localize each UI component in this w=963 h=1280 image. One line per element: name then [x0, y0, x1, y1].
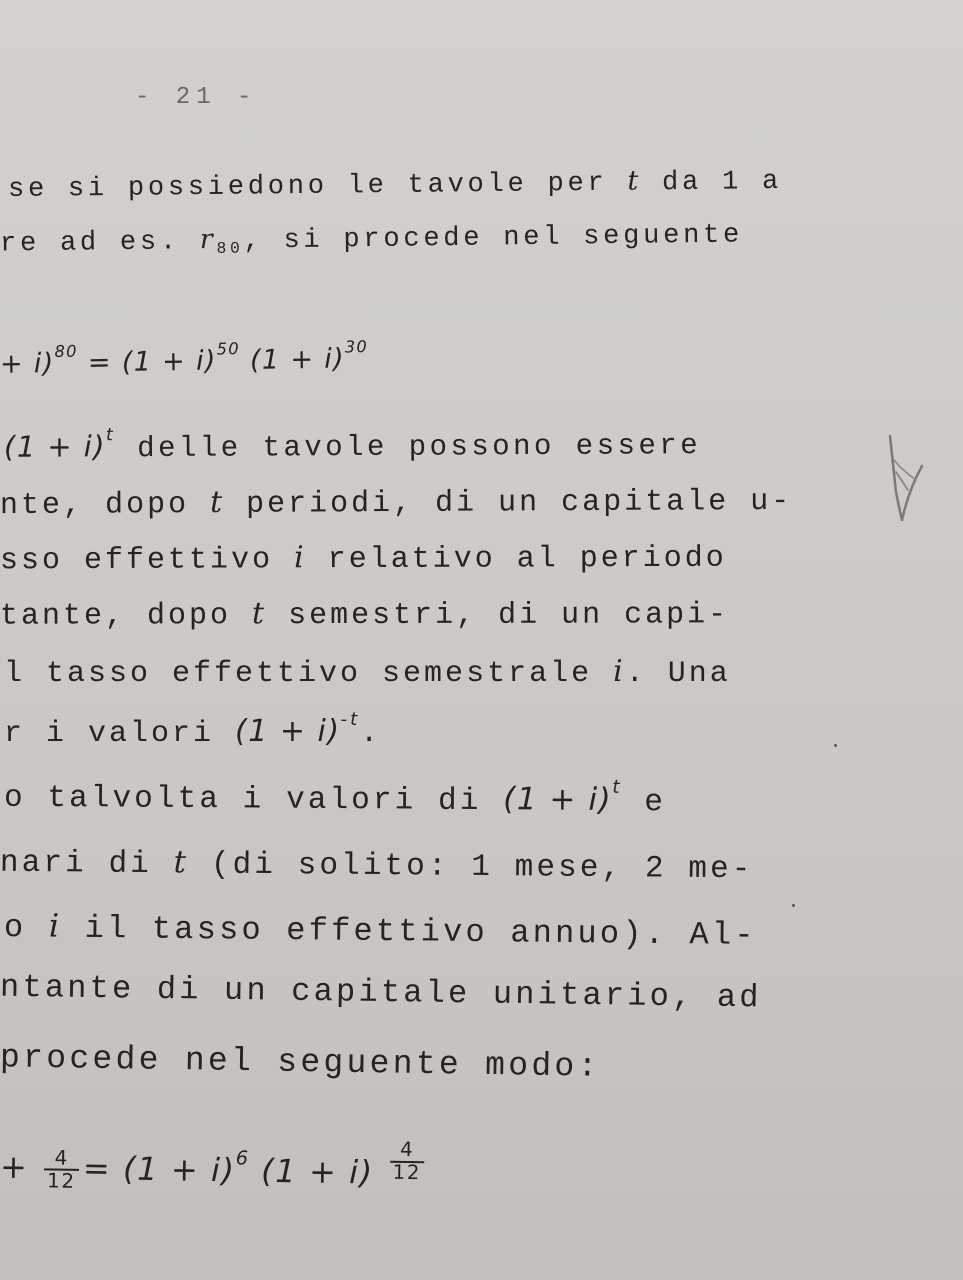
l8-a: l tasso effettivo semestrale: [4, 657, 614, 691]
var-i: i: [48, 906, 63, 945]
l4-math: (1 + i): [3, 429, 107, 464]
eq2-right-exponent-fraction: [389, 1140, 424, 1184]
l4-text: delle tavole possono essere: [116, 429, 702, 466]
eq2-right-denominator: 12: [392, 1160, 422, 1185]
eq1-left: + i): [0, 348, 55, 380]
l9-a: r i valori: [4, 717, 236, 751]
text-line-2-b: , si procede nel seguente: [243, 220, 744, 257]
var-t: t: [252, 596, 268, 632]
l13: ntante di un capitale unitario, ad: [0, 968, 762, 1017]
text-line-1-a: se si possiedono le tavole per: [7, 168, 628, 206]
text-line-4: [4, 426, 701, 466]
pencil-check-mark-icon: [878, 432, 928, 526]
eq2-left-denominator: 12: [46, 1168, 76, 1193]
text-line-10: [4, 778, 666, 821]
var-t: t: [209, 484, 226, 520]
text-line-14: [0, 1039, 601, 1085]
text-line-11: [0, 843, 754, 888]
l10-a: o talvolta i valori di: [3, 780, 504, 820]
ink-speck: [834, 744, 837, 747]
l4-exponent: t: [105, 425, 117, 446]
subscript-80: 80: [216, 239, 244, 258]
text-line-5: [0, 482, 792, 523]
text-line-1-b: da 1 a: [641, 166, 783, 199]
eq1-right: (1 + i): [239, 343, 346, 377]
text-line-8: [4, 654, 731, 691]
l11-b: (di solito: 1 mese, 2 me-: [189, 847, 754, 888]
text-line-9: [4, 708, 382, 751]
l6-a: sso effettivo: [0, 543, 295, 579]
eq1-right-exponent: 30: [344, 337, 369, 357]
eq2-right: (1 + i): [249, 1151, 375, 1192]
l14: procede nel seguente modo:: [0, 1039, 601, 1086]
var-i: i: [293, 540, 307, 576]
eq2-left: +: [0, 1147, 29, 1187]
var-t: t: [173, 844, 190, 881]
l5-a: nte, dopo: [0, 487, 211, 524]
equation-1: [0, 337, 369, 380]
l7-a: tante, dopo: [0, 599, 253, 634]
text-line-1: [8, 164, 782, 205]
text-line-13: [0, 969, 762, 1017]
l10-b: e: [622, 785, 667, 821]
var-t: t: [627, 165, 643, 197]
l11-a: nari di: [0, 845, 174, 883]
text-line-2: [0, 217, 743, 259]
var-i: i: [613, 654, 626, 689]
l6-b: relativo al periodo: [306, 541, 727, 578]
eq2-left-fraction: [44, 1147, 79, 1192]
l10-math: (1 + i): [503, 781, 613, 818]
page-number: - 21 -: [135, 84, 258, 111]
text-line-12: [4, 906, 757, 954]
l12-a: o: [3, 909, 50, 947]
eq2-left-numerator: 4: [44, 1147, 79, 1171]
l5-b: periodi, di un capitale u-: [225, 484, 793, 522]
text-line-7: [0, 595, 729, 633]
l10-exponent: t: [612, 777, 623, 799]
l7-b: semestri, di un capi-: [267, 598, 730, 634]
eq1-mid: = (1 + i): [77, 345, 218, 379]
text-line-2-a: re ad es.: [0, 227, 201, 260]
l9-math: (1 + i): [235, 714, 341, 749]
l9-exponent: -t: [340, 708, 361, 730]
eq1-left-exponent: 80: [54, 342, 78, 362]
l12-b: il tasso effettivo annuo). Al-: [62, 909, 757, 954]
l8-b: . Una: [625, 657, 731, 691]
eq2-mid-exponent: 6: [235, 1146, 250, 1170]
var-r: r: [199, 223, 217, 256]
ink-speck: [792, 904, 795, 907]
equation-2: [0, 1138, 428, 1198]
eq2-right-numerator: 4: [390, 1140, 425, 1163]
eq2-mid: = (1 + i): [82, 1148, 236, 1190]
text-line-6: [0, 539, 727, 579]
eq1-mid-exponent: 50: [216, 339, 241, 359]
l9-b: .: [360, 717, 382, 751]
